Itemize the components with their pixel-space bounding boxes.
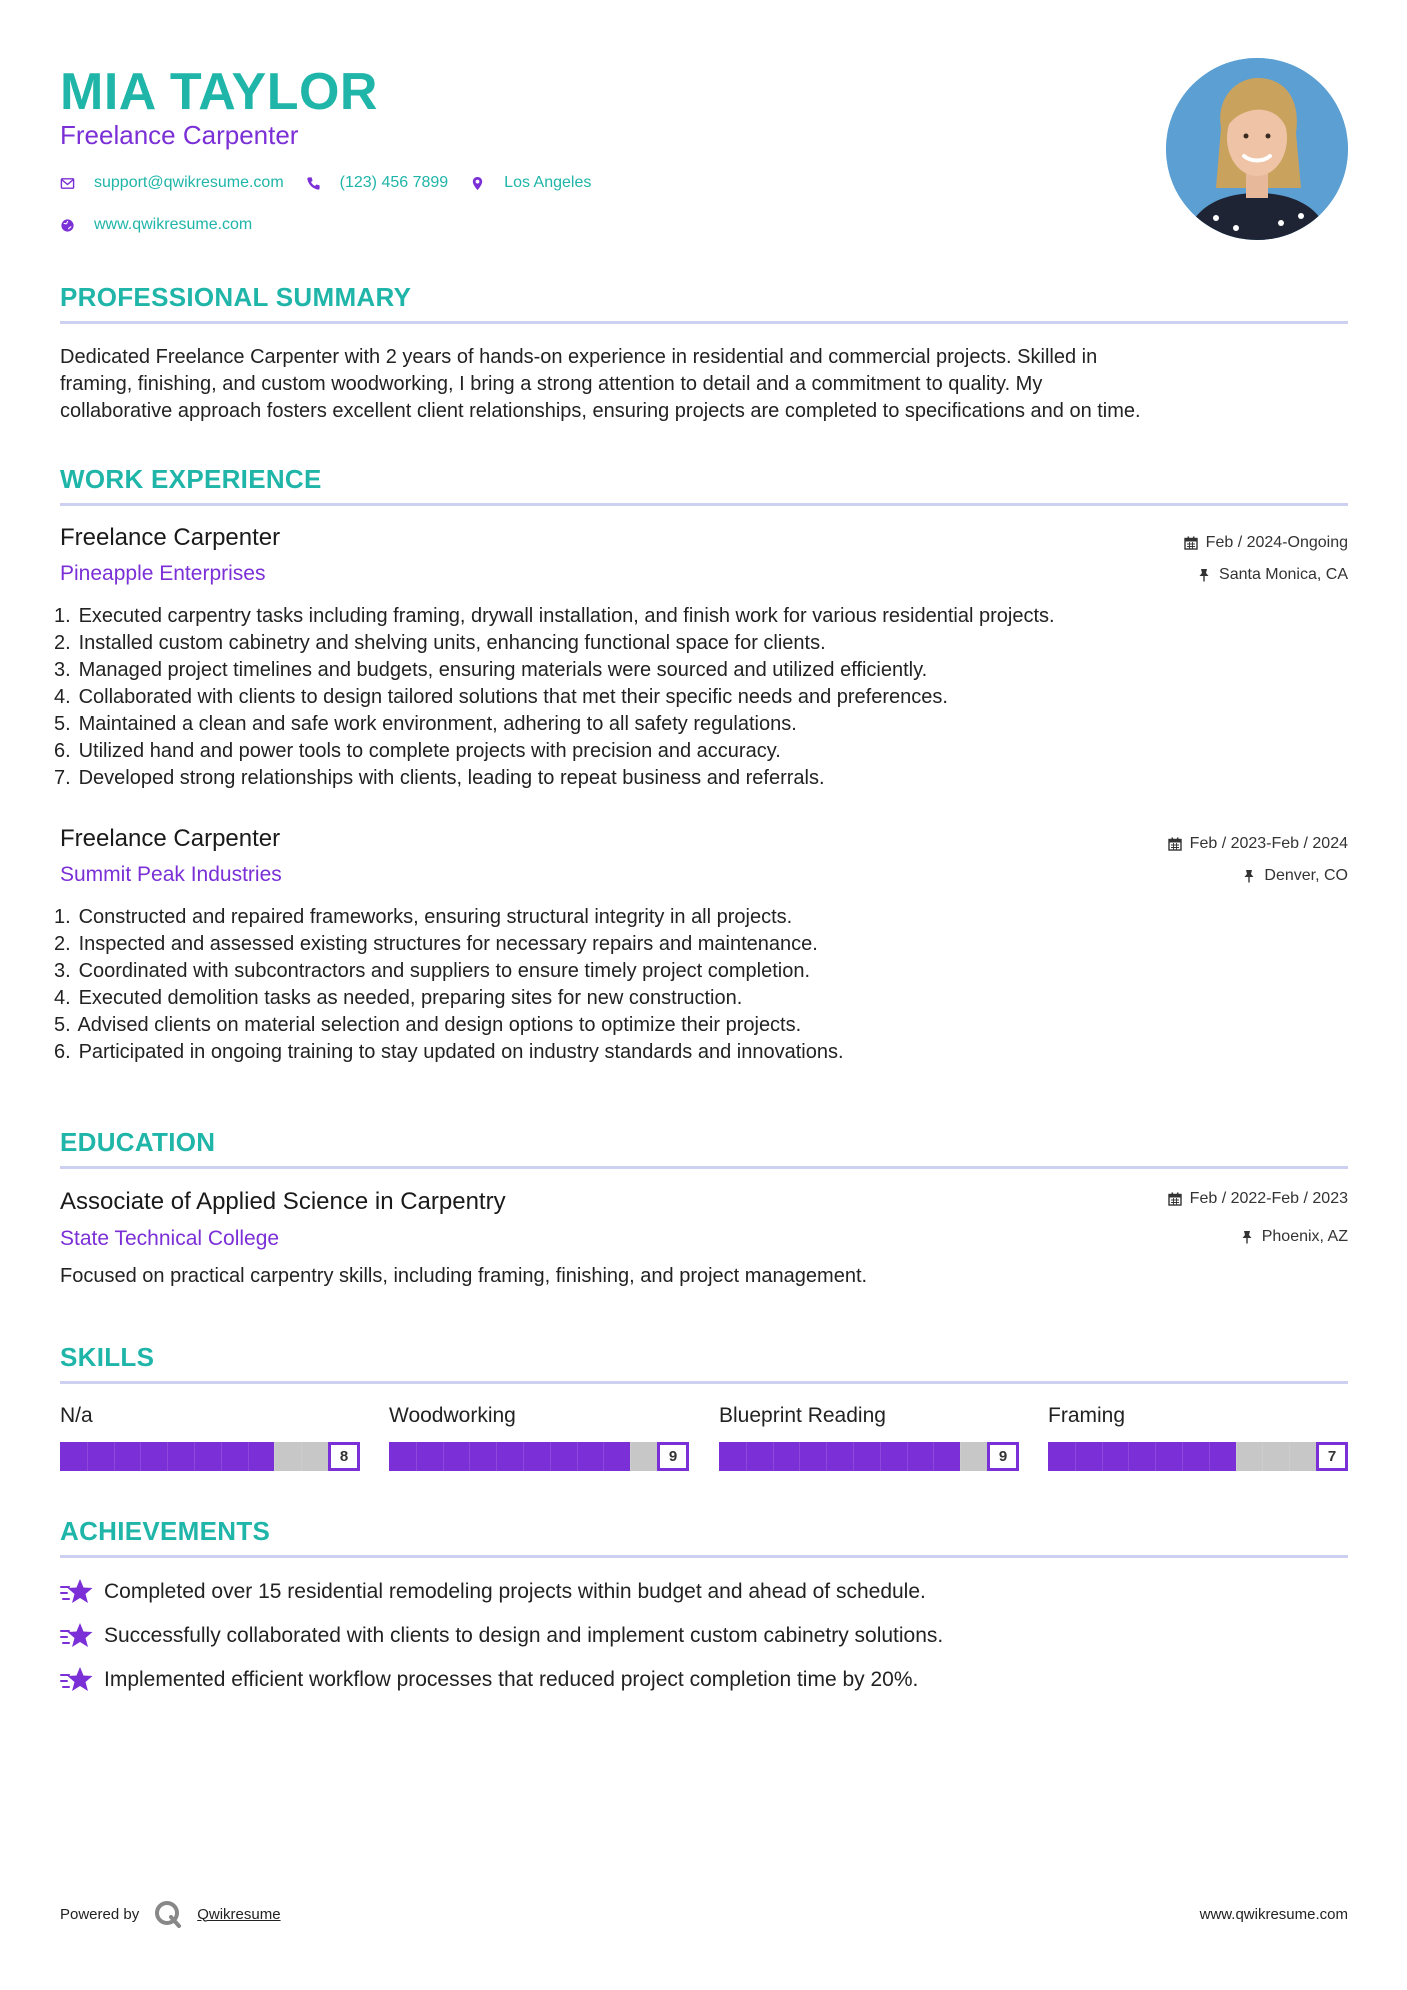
skill-bar [60,1442,360,1471]
skill-bar [1048,1442,1348,1471]
job-title: Freelance Carpenter [60,825,281,852]
skill-item [60,1404,360,1471]
achievement-item [60,1621,943,1651]
skill-bar-segment [933,1442,934,1471]
skill-bar-segment [301,1442,302,1471]
contact-website[interactable] [60,216,252,234]
summary-line: framing, finishing, and custom woodworking, I bring a strong attention to detail and a commitment to quality. My [60,373,1043,395]
list-item: 6. Utilized hand and power tools to complete projects with precision and accuracy. [54,740,781,762]
list-item: 4. Collaborated with clients to design tailored solutions that met their specific needs and preferences. [54,686,948,708]
achievement-text: Successfully collaborated with clients to design and implement custom cabinetry solutions. [104,1624,944,1647]
skill-bar-segment [469,1442,470,1471]
footer-powered-by [60,1899,281,1929]
calendar-icon [1168,1192,1182,1206]
skill-bar-segment [1102,1442,1103,1471]
education-dates [1168,1190,1348,1208]
skill-bar-segment [87,1442,88,1471]
job-bullets [54,904,1348,1066]
skill-bar-fill [389,1442,630,1471]
list-item: 3. Coordinated with subcontractors and suppliers to ensure timely project completion. [54,960,811,982]
calendar-icon [1168,837,1182,851]
achievements-heading: ACHIEVEMENTS [60,1516,271,1546]
achievement-item [60,1577,926,1607]
skill-bar-fill [1048,1442,1236,1471]
email-text: support@qwikresume.com [94,174,284,191]
skill-bar-segment [799,1442,800,1471]
skill-bar-segment [274,1442,275,1471]
star-icon [60,1577,94,1607]
list-item: 5. Advised clients on material selection and design options to optimize their projects. [54,1014,802,1036]
education-location-text: Phoenix, AZ [1261,1228,1348,1245]
education-heading: EDUCATION [60,1127,216,1157]
skill-item [1048,1404,1348,1471]
skill-bar-segment [880,1442,881,1471]
job-location [1197,566,1348,584]
contact-phone[interactable] [306,174,449,192]
skill-bar-segment [960,1442,961,1471]
contact-location [470,174,591,192]
skill-bar-segment [550,1442,551,1471]
skill-bar-segment [114,1442,115,1471]
achievement-text: Completed over 15 residential remodeling projects within budget and ahead of schedule. [104,1580,926,1603]
pushpin-icon [1197,568,1211,582]
list-item: 1. Constructed and repaired frameworks, ensuring structural integrity in all projects. [54,906,793,928]
qwikresume-logo-icon [153,1899,183,1929]
website-text: www.qwikresume.com [94,216,253,233]
education-location [1240,1228,1348,1246]
skill-bar [719,1442,1019,1471]
education-divider [60,1166,1348,1169]
pushpin-icon [1240,1230,1254,1244]
brand-link[interactable]: Qwikresume [197,1905,281,1923]
skills-heading: SKILLS [60,1342,155,1372]
list-item: 5. Maintained a clean and safe work environment, adhering to all safety regulations. [54,713,797,735]
skill-bar-segment [194,1442,195,1471]
job-title: Freelance Carpenter [60,524,281,551]
star-icon [60,1665,94,1695]
skill-bar-segment [416,1442,417,1471]
footer-website[interactable]: www.qwikresume.com [1199,1906,1348,1923]
skill-bar-segment [1128,1442,1129,1471]
skill-item [719,1404,1019,1471]
contact-row [60,174,613,192]
skill-bar-segment [1209,1442,1210,1471]
skill-score: 9 [987,1442,1019,1471]
skill-bar-segment [1182,1442,1183,1471]
summary-line: collaborative approach fosters excellent client relationships, ensuring projects are completed to specifications and on time. [60,400,1141,422]
skill-bar-segment [140,1442,141,1471]
skill-bar-segment [523,1442,524,1471]
envelope-icon [60,176,75,191]
skill-bar-segment [496,1442,497,1471]
phone-icon [306,176,321,191]
education-description: Focused on practical carpentry skills, including framing, finishing, and project management. [60,1265,868,1287]
skill-bar-segment [603,1442,604,1471]
resume-page [54,0,1348,1990]
achievements-divider [60,1555,1348,1558]
school-name: State Technical College [60,1227,280,1250]
skill-bar-track [389,1442,657,1471]
skill-bar-segment [577,1442,578,1471]
skill-item [389,1404,689,1471]
summary-divider [60,321,1348,324]
job-dates-text: Feb / 2023-Feb / 2024 [1189,835,1348,852]
skills-divider [60,1381,1348,1384]
candidate-title: Freelance Carpenter [60,120,299,150]
location-pin-icon [470,176,485,191]
list-item: 4. Executed demolition tasks as needed, preparing sites for new construction. [54,987,743,1009]
list-item: 6. Participated in ongoing training to stay updated on industry standards and innovations. [54,1041,844,1063]
location-text: Los Angeles [504,174,592,191]
achievement-text: Implemented efficient workflow processes that reduced project completion time by 20%. [104,1668,919,1691]
contact-row-website [60,216,274,234]
list-item: 7. Developed strong relationships with clients, leading to repeat business and referrals. [54,767,825,789]
job-dates-text: Feb / 2024-Ongoing [1205,534,1348,551]
skill-label: Framing [1048,1404,1126,1427]
job-company: Summit Peak Industries [60,863,282,886]
skill-bar-segment [1262,1442,1263,1471]
job-location-text: Denver, CO [1264,867,1348,884]
skill-bar-track [719,1442,987,1471]
skill-score: 9 [657,1442,689,1471]
skill-bar-segment [167,1442,168,1471]
pushpin-icon [1242,869,1256,883]
candidate-name: MIA TAYLOR [60,63,378,121]
skill-bar-segment [630,1442,631,1471]
skill-bar-segment [1236,1442,1237,1471]
skill-label: Blueprint Reading [719,1404,886,1427]
skill-bar [389,1442,689,1471]
skill-bar-segment [1289,1442,1290,1471]
job-dates [1168,835,1348,853]
skill-label: Woodworking [389,1404,516,1427]
skill-bar-segment [746,1442,747,1471]
phone-text: (123) 456 7899 [339,174,449,191]
skill-bar-fill [719,1442,960,1471]
list-item: 1. Executed carpentry tasks including framing, drywall installation, and finish work for various residential projects. [54,605,1055,627]
skill-bar-segment [1155,1442,1156,1471]
skill-bar-segment [221,1442,222,1471]
experience-heading: WORK EXPERIENCE [60,464,322,494]
list-item: 3. Managed project timelines and budgets, ensuring materials were sourced and utilized efficiently. [54,659,928,681]
profile-photo [1166,58,1348,240]
contact-email[interactable] [60,174,284,192]
skill-score: 7 [1316,1442,1348,1471]
skill-bar-segment [443,1442,444,1471]
job-location-text: Santa Monica, CA [1219,566,1348,583]
powered-by-text: Powered by [60,1905,140,1923]
globe-icon [60,218,75,233]
list-item: 2. Inspected and assessed existing structures for necessary repairs and maintenance. [54,933,818,955]
skill-bar-segment [1075,1442,1076,1471]
job-company: Pineapple Enterprises [60,562,266,585]
job-dates [1184,534,1348,552]
summary-text [60,344,1348,425]
skill-score: 8 [328,1442,360,1471]
job-location [1242,867,1348,885]
skill-bar-track [1048,1442,1316,1471]
skill-bar-track [60,1442,328,1471]
skill-bar-segment [907,1442,908,1471]
degree-title: Associate of Applied Science in Carpentry [60,1188,506,1215]
calendar-icon [1184,536,1198,550]
skill-bar-segment [248,1442,249,1471]
summary-line: Dedicated Freelance Carpenter with 2 years of hands-on experience in residential and commercial projects. Skilled in [60,346,1098,368]
education-dates-text: Feb / 2022-Feb / 2023 [1189,1190,1348,1207]
star-icon [60,1621,94,1651]
job-bullets [54,603,1348,792]
achievement-item [60,1665,918,1695]
skill-label: N/a [60,1404,93,1427]
skill-bar-segment [826,1442,827,1471]
experience-divider [60,503,1348,506]
skill-bar-segment [853,1442,854,1471]
summary-heading: PROFESSIONAL SUMMARY [60,282,412,312]
list-item: 2. Installed custom cabinetry and shelving units, enhancing functional space for clients. [54,632,826,654]
skill-bar-segment [773,1442,774,1471]
